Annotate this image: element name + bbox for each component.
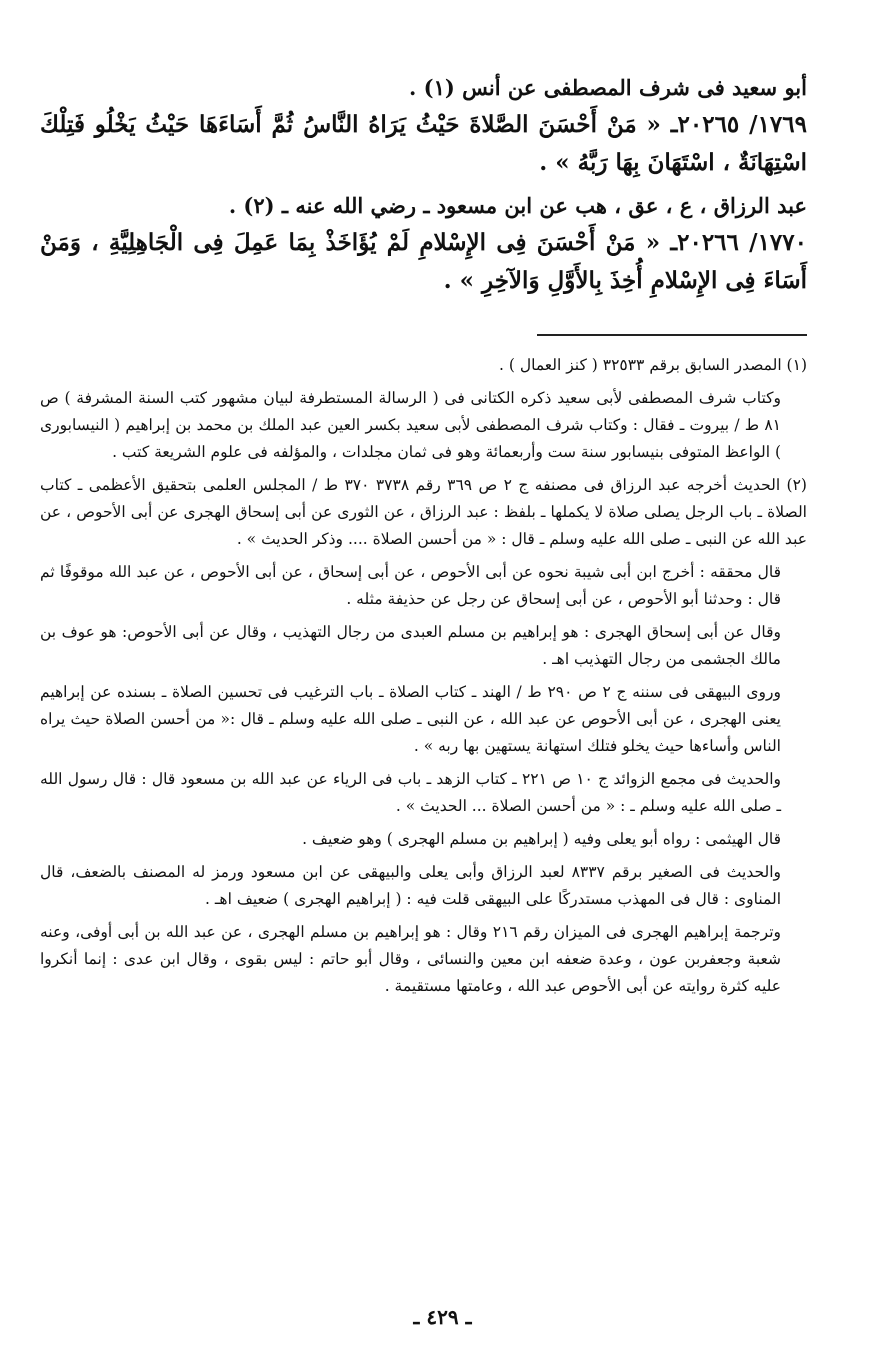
- source-line-1: أبو سعيد فى شرف المصطفى عن أنس (١) .: [409, 75, 807, 100]
- footnote-2-paragraph: وقال عن أبى إسحاق الهجرى : هو إبراهيم بن مسلم العبدى من رجال التهذيب ، وقال عن أبى الأحوص: هو عوف بن مالك الجشمى من رجال التهذيب اهـ .: [40, 623, 781, 668]
- footnote-2-paragraph: والحديث فى مجمع الزوائد ج ١٠ ص ٢٢١ ـ كتاب الزهد ـ باب فى الرياء عن عبد الله بن مسعود قال : قال رسول الله ـ صلى الله عليه وسلم ـ : « من أحسن الصلاة ... الحديث » .: [40, 770, 781, 815]
- footnotes: [40, 352, 807, 1000]
- hadith-1769: ١٧٦٩/ ٢٠٢٦٥ـ « مَنْ أَحْسَنَ الصَّلاةَ حَيْثُ يَرَاهُ النَّاسُ ثُمَّ أَسَاءَهَا حَيْثُ يَخْلُو فَتِلْكَ اسْتِهَانَةٌ ، اسْتَهَانَ بِهَا رَبَّهُ » .: [40, 111, 807, 176]
- page-number: ـ ٤٢٩ ـ: [413, 1305, 472, 1329]
- main-text: [40, 70, 807, 300]
- footnote-1: (١) المصدر السابق برقم ٣٢٥٣٣ ( كنز العمال ) .: [499, 356, 807, 374]
- footnote-2-paragraph: قال الهيثمى : رواه أبو يعلى وفيه ( إبراهيم بن مسلم الهجرى ) وهو ضعيف .: [302, 830, 781, 848]
- footnote-2-paragraph: قال محققه : أخرج ابن أبى شيبة نحوه عن أبى الأحوص ، عن أبى إسحاق ، عن أبى الأحوص ، عن عبد الله موقوفًا ثم قال : وحدثنا أبو الأحوص ، عن أبى إسحاق عن رجل عن حذيفة مثله .: [40, 563, 781, 608]
- footnote-2: (٢) الحديث أخرجه عبد الرزاق فى مصنفه ج ٢ ص ٣٦٩ رقم ٣٧٣٨ ٣٧٠ ط / المجلس العلمى بتحقيق الأعظمى ـ كتاب الصلاة ـ باب الرجل يصلى صلاة لا يكملها ـ بلفظ : عبد الرزاق ، عن الثورى عن أبى إسحاق الهجرى عن أبى الأحوص ، عن عبد الله عن النبى ـ صلى الله عليه وسلم ـ قال : « من أحسن الصلاة .... وذكر الحديث » .: [40, 476, 807, 548]
- hadith-1770: ١٧٧٠/ ٢٠٢٦٦ـ « مَنْ أَحْسَنَ فِى الإِسْلامِ لَمْ يُؤَاخَذْ بِمَا عَمِلَ فِى الْجَاهِلِيَّةِ ، وَمَنْ أَسَاءَ فِى الإِسْلامِ أُخِذَ بِالأَوَّلِ وَالآخِرِ » .: [40, 229, 807, 294]
- footnote-1-continued: وكتاب شرف المصطفى لأبى سعيد ذكره الكتانى فى ( الرسالة المستطرفة لبيان مشهور كتب السنة المشرفة ) ص ٨١ ط / بيروت ـ فقال : وكتاب شرف المصطفى لأبى سعيد بكسر العين عبد الملك بن محمد بن إبراهيم ( النيسابورى ) الواعظ المتوفى بنيسابور سنة ست وأربعمائة وهو فى ثمان مجلدات ، والمؤلفه فى علوم الشريعة كتب .: [40, 389, 781, 461]
- source-line-2: عبد الرزاق ، ع ، عق ، هب عن ابن مسعود ـ رضي الله عنه ـ (٢) .: [228, 193, 807, 218]
- footnote-2-paragraph: وروى البيهقى فى سننه ج ٢ ص ٢٩٠ ط / الهند ـ كتاب الصلاة ـ باب الترغيب فى تحسين الصلاة ـ بسنده عن إبراهيم يعنى الهجرى ، عن أبى الأحوص عن عبد الله ، عن النبى ـ صلى الله عليه وسلم ـ قال :« من أحسن الصلاة حيث يراه الناس وأساءها حيث يخلو فتلك استهانة يستهين بها ربه » .: [40, 683, 782, 755]
- footnote-2-paragraph: والحديث فى الصغير برقم ٨٣٣٧ لعبد الرزاق وأبى يعلى والبيهقى عن ابن مسعود ورمز له المصنف بالضعف، قال المناوى : قال فى المهذب مستدركًا على البيهقى قلت فيه : ( إبراهيم الهجرى ) ضعيف اهـ .: [40, 863, 781, 908]
- footnote-divider: [537, 334, 807, 336]
- footnote-2-paragraph: وترجمة إبراهيم الهجرى فى الميزان رقم ٢١٦ وقال : هو إبراهيم بن مسلم الهجرى ، عن عبد الله بن أبى أوفى، وعنه شعبة وجعفربن عون ، وعدة ضعفه ابن معين والنسائى ، وقال أبو حاتم : ليس بقوى ، وقال ابن عدى : إنما أنكروا عليه كثرة روايته عن أبى الأحوص عبد الله ، وعامتها مستقيمة .: [40, 923, 781, 995]
